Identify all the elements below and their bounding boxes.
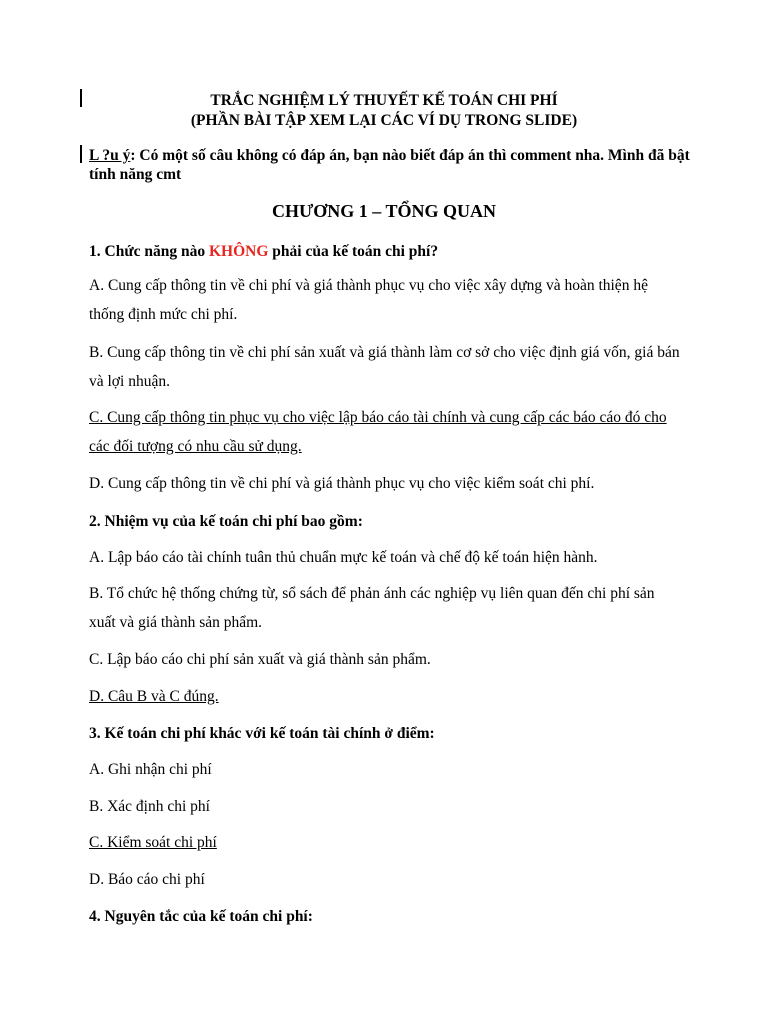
question-3-option-b	[89, 792, 714, 821]
question-1-option-a	[89, 271, 714, 329]
question-3: 3. Kế toán chi phí khác với kế toán tài chính ở điểm:	[89, 725, 435, 742]
option-line: A. Lập báo cáo tài chính tuân thủ chuẩn mực kế toán và chế độ kế toán hiện hành.	[89, 549, 598, 566]
option-line: D. Câu B và C đúng.	[89, 688, 219, 705]
question-3-option-c-correct	[89, 828, 714, 857]
question-1-option-c-correct	[89, 403, 714, 461]
text-cursor-mark	[80, 145, 82, 163]
question-4: 4. Nguyên tắc của kế toán chi phí:	[89, 908, 313, 925]
option-line: các đối tượng có nhu cầu sử dụng.	[89, 438, 302, 455]
question-1-option-b	[89, 338, 714, 396]
question-2: 2. Nhiệm vụ của kế toán chi phí bao gồm:	[89, 513, 363, 530]
option-line: A. Ghi nhận chi phí	[89, 761, 212, 778]
document-title-line-2: (PHẦN BÀI TẬP XEM LẠI CÁC VÍ DỤ TRONG SLIDE)	[190, 112, 578, 129]
option-line: xuất và giá thành sản phẩm.	[89, 614, 263, 631]
option-line: B. Xác định chi phí	[89, 798, 210, 815]
question-1-emphasis: KHÔNG	[208, 243, 269, 260]
question-3-option-d	[89, 865, 714, 894]
question-1-suffix: phải của kế toán chi phí?	[268, 243, 439, 260]
question-2-option-c	[89, 645, 714, 674]
option-line: và lợi nhuận.	[89, 373, 170, 390]
option-line: C. Kiểm soát chi phí	[89, 834, 217, 851]
question-1-prefix: 1. Chức năng nào	[89, 243, 209, 260]
question-2-option-a	[89, 543, 714, 572]
question-1-option-d	[89, 469, 714, 498]
note-label: L ?u ý	[89, 147, 131, 164]
option-line: thống định mức chi phí.	[89, 306, 238, 323]
note-paragraph	[89, 146, 719, 184]
option-line: D. Cung cấp thông tin về chi phí và giá thành phục vụ cho việc kiểm soát chi phí.	[89, 475, 595, 492]
option-line: B. Tổ chức hệ thống chứng từ, sổ sách để phản ánh các nghiệp vụ liên quan đến chi phí sản	[89, 585, 655, 602]
option-line: B. Cung cấp thông tin về chi phí sản xuất và giá thành làm cơ sở cho việc định giá vốn, giá bán	[89, 344, 680, 361]
note-text: : Có một số câu không có đáp án, bạn nào biết đáp án thì comment nha. Mình đã bật tính năng cmt	[89, 147, 690, 183]
chapter-heading: CHƯƠNG 1 – TỔNG QUAN	[271, 201, 496, 221]
document-title-line-1: TRẮC NGHIỆM LÝ THUYẾT KẾ TOÁN CHI PHÍ	[210, 92, 558, 109]
question-2-option-d-correct	[89, 682, 714, 711]
question-3-option-a	[89, 755, 714, 784]
option-line: A. Cung cấp thông tin về chi phí và giá thành phục vụ cho việc xây dựng và hoàn thiện hệ	[89, 277, 648, 294]
question-1	[89, 242, 719, 262]
option-line: C. Cung cấp thông tin phục vụ cho việc lập báo cáo tài chính và cung cấp các báo cáo đó cho	[89, 409, 667, 426]
option-line: D. Báo cáo chi phí	[89, 871, 205, 888]
option-line: C. Lập báo cáo chi phí sản xuất và giá thành sản phẩm.	[89, 651, 431, 668]
question-2-option-b	[89, 579, 714, 637]
